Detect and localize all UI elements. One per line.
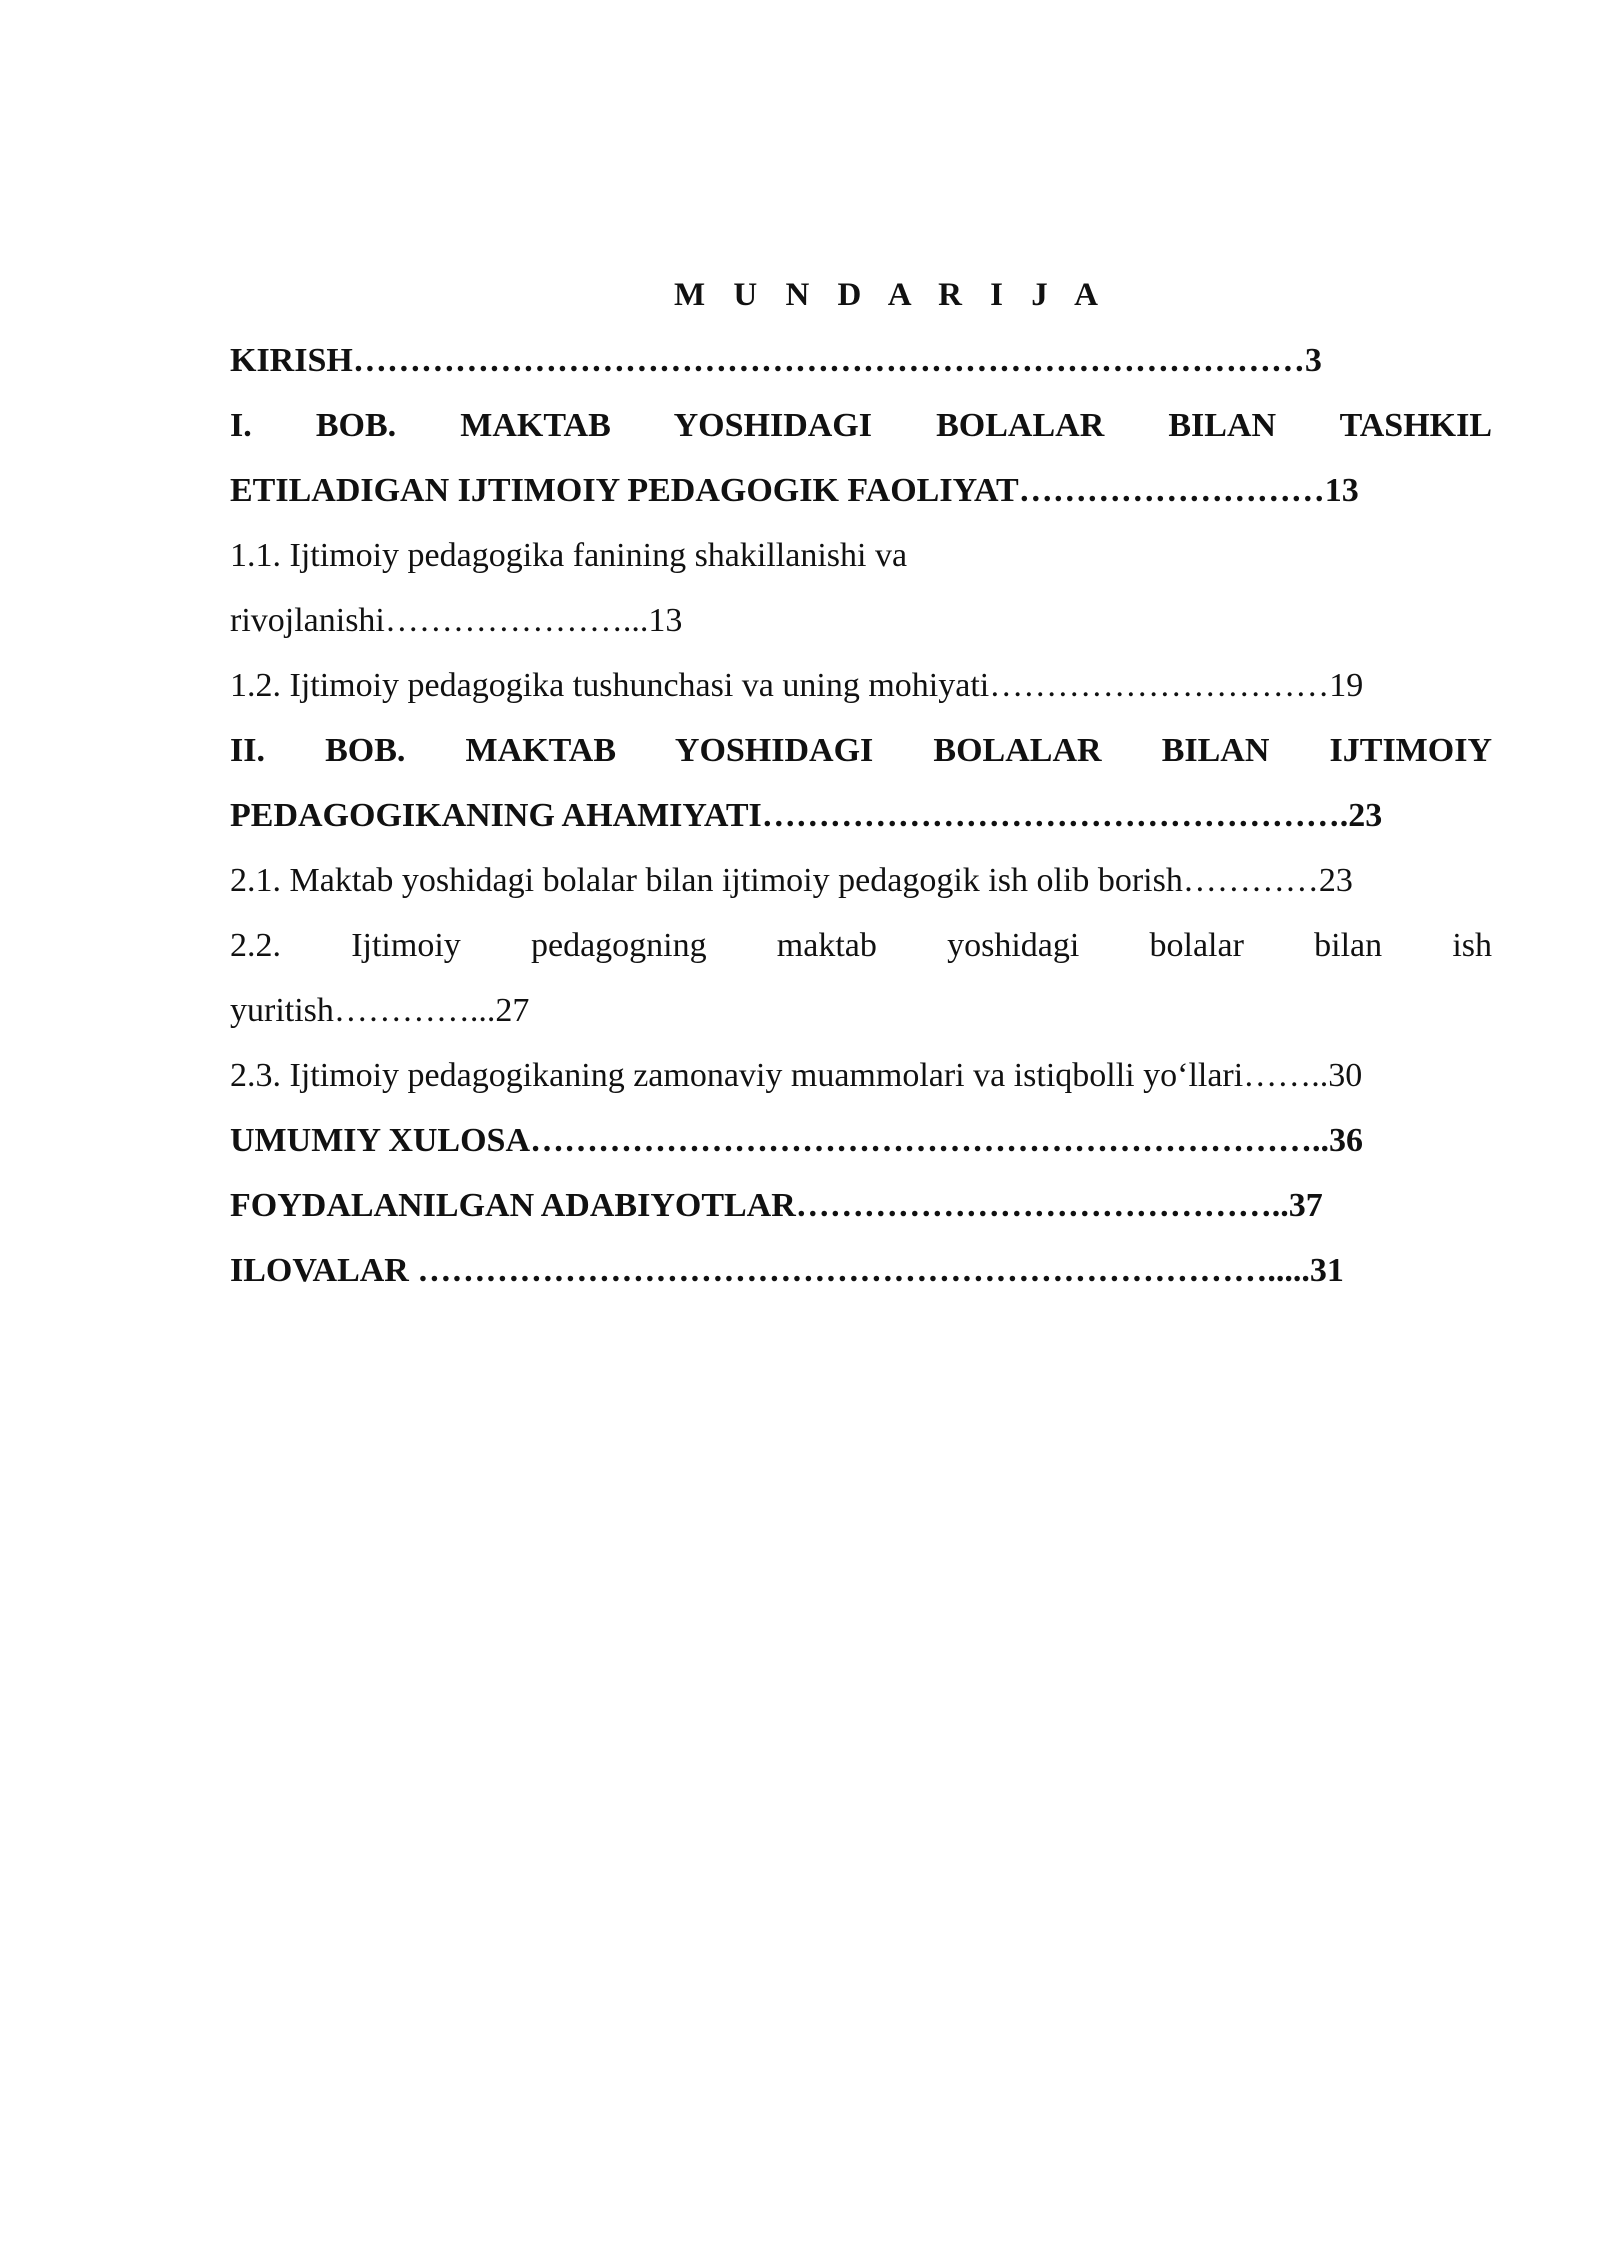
toc-section-1-1-line-1: 1.1. Ijtimoiy pedagogika fanining shakillanishi va xyxy=(230,537,908,574)
table-of-contents xyxy=(230,268,1492,1303)
toc-section-1-2: 1.2. Ijtimoiy pedagogika tushunchasi va uning mohiyati…………………………19 xyxy=(230,667,1364,704)
toc-entry-xulosa: UMUMIY XULOSA……………………………………………………………..36 xyxy=(230,1122,1364,1159)
toc-entry-adabiyotlar: FOYDALANILGAN ADABIYOTLAR……………………………………..37 xyxy=(230,1187,1323,1224)
toc-chapter-2-line-2: PEDAGOGIKANING AHAMIYATI…………………………………………….23 xyxy=(230,797,1383,834)
toc-chapter-1-line-1: I. BOB. MAKTAB YOSHIDAGI BOLALAR BILAN TASHKIL xyxy=(230,407,1492,444)
toc-section-2-1: 2.1. Maktab yoshidagi bolalar bilan ijtimoiy pedagogik ish olib borish…………23 xyxy=(230,862,1353,899)
toc-entry-kirish: KIRISH…………………………………………………………………………3 xyxy=(230,342,1322,379)
toc-entry-ilovalar: ILOVALAR ………………………………………………………………….....31 xyxy=(230,1252,1344,1289)
toc-section-2-3: 2.3. Ijtimoiy pedagogikaning zamonaviy muammolari va istiqbolli yo‘llari……..30 xyxy=(230,1057,1363,1094)
toc-chapter-1-line-2: ETILADIGAN IJTIMOIY PEDAGOGIK FAOLIYAT………………………13 xyxy=(230,472,1359,509)
toc-section-1-1-line-2: rivojlanishi…………………...13 xyxy=(230,602,683,639)
toc-section-2-2-line-2: yuritish…………...27 xyxy=(230,992,530,1029)
toc-section-2-2-line-1: 2.2. Ijtimoiy pedagogning maktab yoshidagi bolalar bilan ish xyxy=(230,927,1492,964)
toc-title: M U N D A R I J A xyxy=(673,277,1109,313)
toc-chapter-2-line-1: II. BOB. MAKTAB YOSHIDAGI BOLALAR BILAN IJTIMOIY xyxy=(230,732,1492,769)
